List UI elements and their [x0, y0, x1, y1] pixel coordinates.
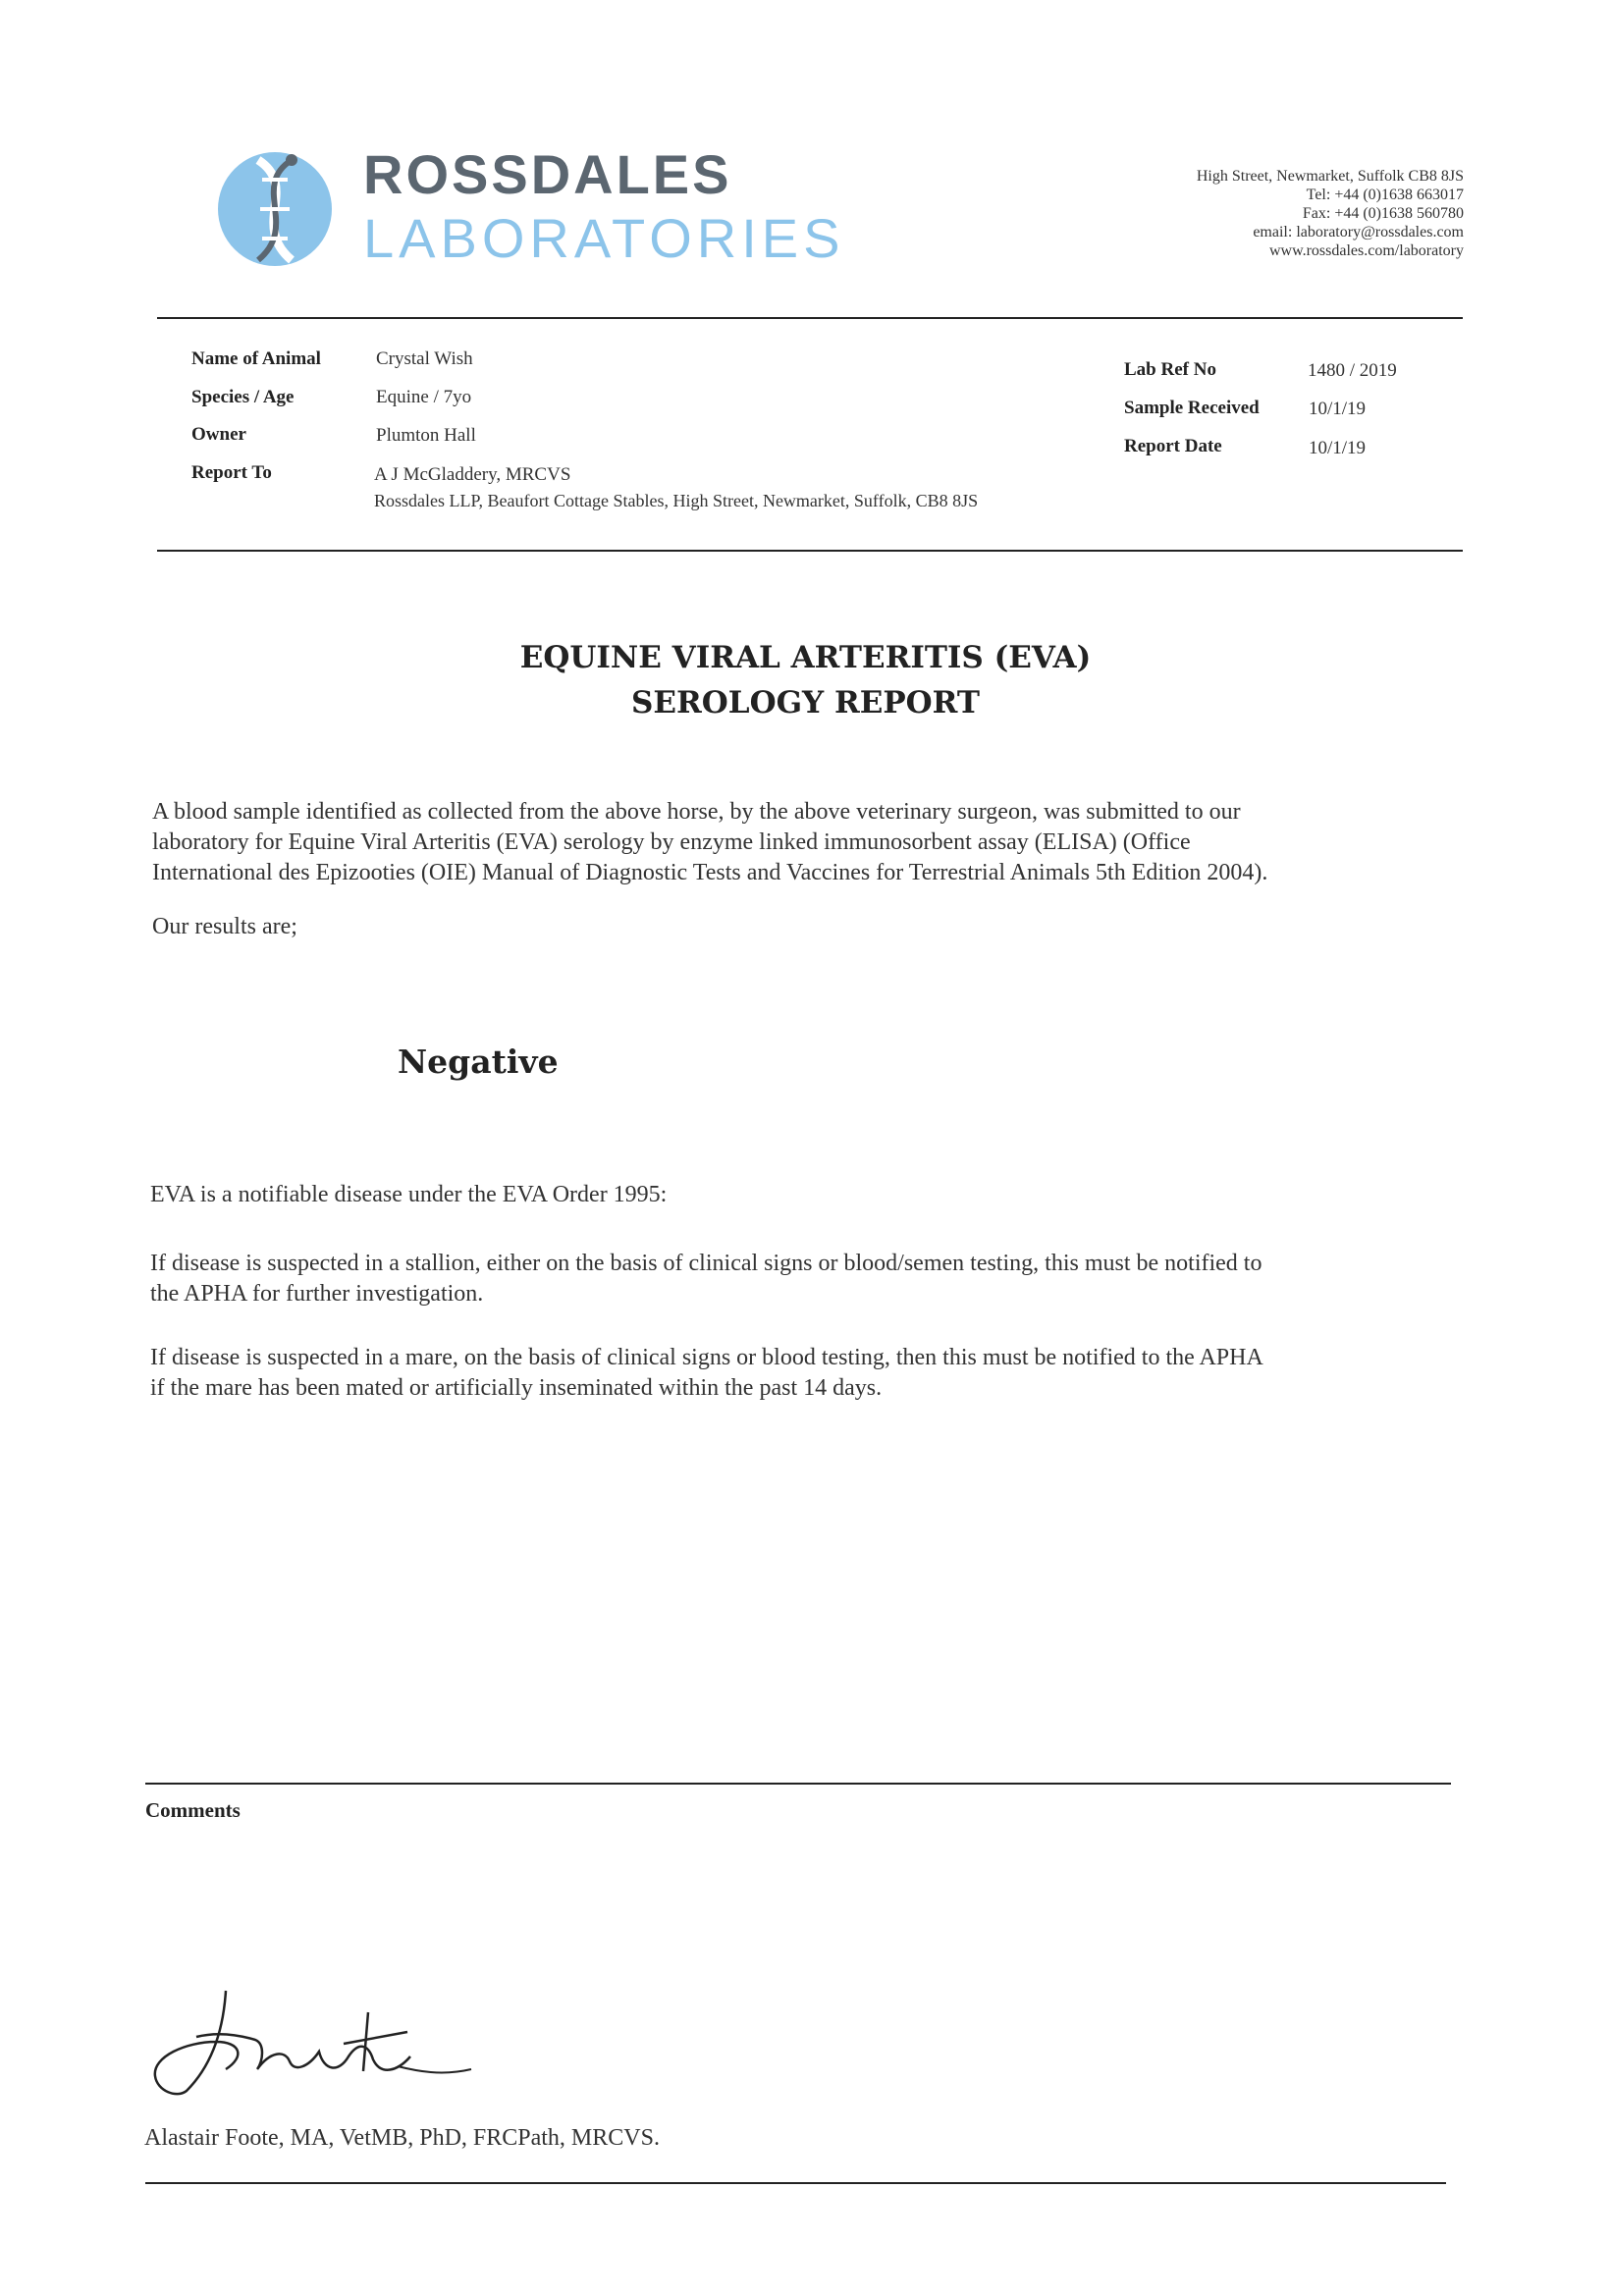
- brand-name-line1: ROSSDALES: [363, 143, 732, 205]
- notifiable-statement: EVA is a notifiable disease under the EVA Order 1995:: [150, 1182, 668, 1207]
- intro-line: International des Epizooties (OIE) Manual of Diagnostic Tests and Vaccines for Terrestrial Animals 5th Edition 2004).: [152, 860, 1268, 885]
- lab-ref-value: 1480 / 2019: [1308, 360, 1397, 381]
- stallion-line: the APHA for further investigation.: [150, 1281, 484, 1307]
- signatory-name: Alastair Foote, MA, VetMB, PhD, FRCPath, MRCVS.: [144, 2125, 660, 2151]
- results-intro: Our results are;: [152, 914, 297, 939]
- mare-line: If disease is suspected in a mare, on the basis of clinical signs or blood testing, then this must be notified to the APHA: [150, 1345, 1263, 1370]
- sample-received-value: 10/1/19: [1309, 399, 1367, 419]
- report-to-label: Report To: [191, 462, 272, 483]
- mare-line: if the mare has been mated or artificially inseminated within the past 14 days.: [150, 1375, 883, 1401]
- intro-paragraph: [152, 797, 1267, 888]
- report-title-line1: EQUINE VIRAL ARTERITIS (EVA): [519, 640, 1092, 675]
- intro-line: A blood sample identified as collected from the above horse, by the above veterinary surgeon, was submitted to our: [152, 799, 1241, 825]
- website-line: www.rossdales.com/laboratory: [1268, 242, 1464, 259]
- footer-divider: [145, 2182, 1446, 2184]
- mare-paragraph: [150, 1343, 1263, 1404]
- intro-line: laboratory for Equine Viral Arteritis (EVA) serology by enzyme linked immunosorbent assay (ELISA) (Office: [152, 829, 1191, 855]
- name-of-animal-value: Crystal Wish: [376, 348, 473, 369]
- owner-label: Owner: [191, 424, 246, 445]
- report-to-value: A J McGladdery, MRCVS: [374, 464, 571, 485]
- fax-line: Fax: +44 (0)1638 560780: [1302, 205, 1464, 222]
- comments-label: Comments: [145, 1798, 241, 1822]
- address-line: High Street, Newmarket, Suffolk CB8 8JS: [1196, 168, 1464, 185]
- report-title-line2: SEROLOGY REPORT: [631, 685, 980, 721]
- phone-line: Tel: +44 (0)1638 663017: [1306, 187, 1464, 203]
- species-age-value: Equine / 7yo: [376, 387, 472, 407]
- report-title: [0, 635, 1611, 725]
- lab-ref-label: Lab Ref No: [1124, 359, 1216, 380]
- email-line: email: laboratory@rossdales.com: [1253, 224, 1464, 240]
- report-to-address: Rossdales LLP, Beaufort Cottage Stables, High Street, Newmarket, Suffolk, CB8 8JS: [374, 491, 979, 510]
- name-of-animal-label: Name of Animal: [191, 348, 321, 369]
- owner-value: Plumton Hall: [376, 425, 476, 446]
- brand-name-line2: LABORATORIES: [363, 207, 845, 269]
- result-value: Negative: [398, 1042, 559, 1081]
- handwritten-signature-icon: [147, 1983, 481, 2101]
- report-date-label: Report Date: [1124, 436, 1222, 456]
- report-date-value: 10/1/19: [1309, 438, 1367, 458]
- stallion-line: If disease is suspected in a stallion, either on the basis of clinical signs or blood/semen testing, this must be notified to: [150, 1251, 1262, 1276]
- sample-received-label: Sample Received: [1124, 398, 1260, 418]
- lab-address-block: [1197, 167, 1464, 260]
- details-divider: [157, 550, 1463, 552]
- comments-divider: [145, 1783, 1451, 1785]
- species-age-label: Species / Age: [191, 387, 295, 407]
- header-divider: [157, 317, 1463, 319]
- dna-helix-logo-icon: [211, 142, 339, 270]
- stallion-paragraph: [150, 1249, 1262, 1309]
